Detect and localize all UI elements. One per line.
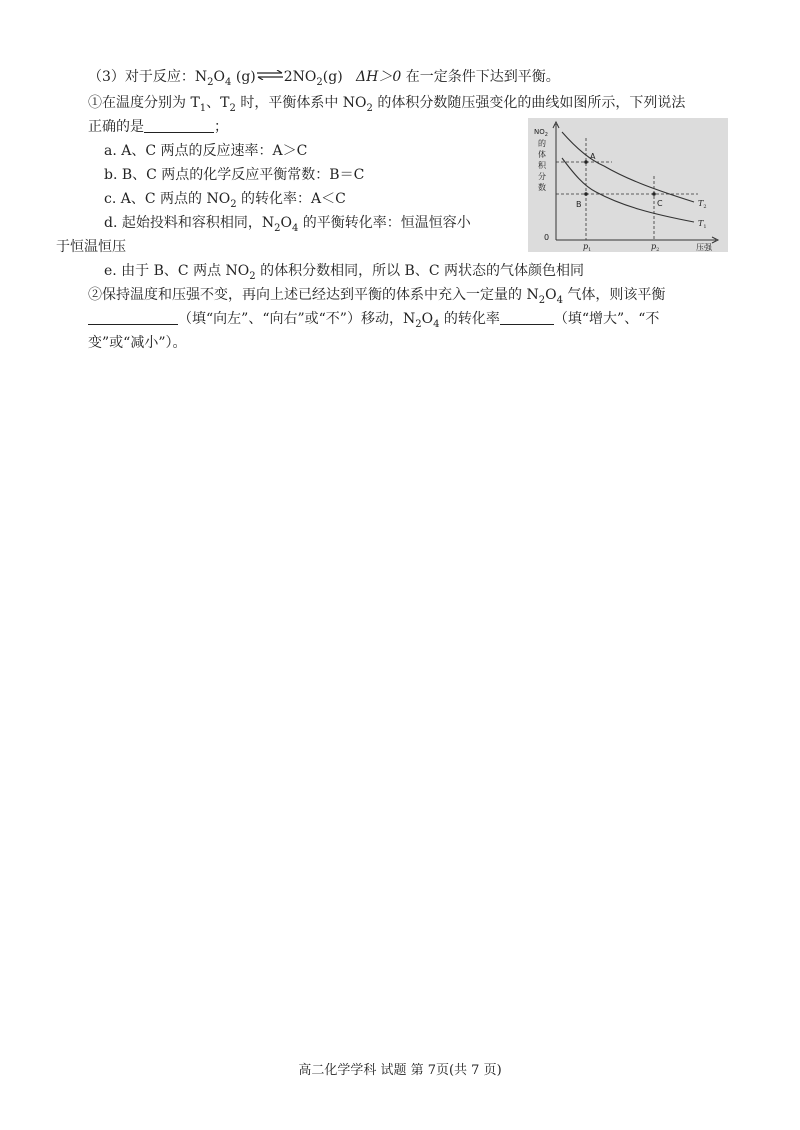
point-b-label: B [576, 200, 582, 209]
enthalpy: ΔH＞0 [356, 69, 402, 85]
ylabel-char-2: 体 [538, 150, 546, 159]
question-3-header: （3）对于反应：$N_2O_4$ (g) $2NO_2(g)$ ΔH＞0 在一定条件下达到平衡。 [88, 69, 560, 88]
point-c-label: C [657, 199, 663, 208]
p1-label: $p_1$ [583, 242, 592, 252]
curve-t1 [562, 158, 694, 222]
equilibrium-arrow-icon [256, 70, 284, 80]
sub-question-1-line1: ①在温度分别为 $T_1$、$T_2$ 时，平衡体系中 $NO_2$ 的体积分数随压强变化的曲线如图所示，下列说法 [88, 95, 686, 114]
q3-label: （3）对于反应： [88, 69, 195, 85]
sub-question-2-line3: 变”或“减小”）。 [88, 335, 187, 351]
option-b: b. B、C 两点的化学反应平衡常数：B＝C [104, 167, 365, 183]
answer-blank-1[interactable] [144, 118, 214, 133]
figure-svg [528, 118, 728, 252]
ylabel-no: $NO_2$ [534, 128, 548, 138]
point-a-label: A [590, 152, 596, 161]
point-b-marker [584, 192, 588, 196]
page-footer: 高二化学学科 试题 第 7页(共 7 页) [298, 1063, 502, 1078]
option-a: a. A、C 两点的反应速率：A＞C [104, 143, 308, 159]
ylabel-char-5: 数 [538, 183, 546, 192]
xlabel: 压强 [696, 243, 712, 252]
point-a-marker [584, 160, 588, 164]
sub-question-2-line1: ②保持温度和压强不变，再向上述已经达到平衡的体系中充入一定量的 $N_2O_4$ 气体，则该平衡 [88, 287, 666, 306]
option-d-continued: 于恒温恒压 [56, 239, 126, 255]
option-e: e. 由于 B、C 两点 $NO_2$ 的体积分数相同，所以 B、C 两状态的气体颜色相同 [104, 263, 584, 282]
origin-label: 0 [544, 233, 550, 242]
sub-question-1-line2: 正确的是 ； [88, 119, 228, 135]
t1-label: $T_1$ [698, 219, 707, 230]
point-c-marker [652, 192, 656, 196]
p2-label: $p_2$ [651, 242, 660, 252]
sub-question-2-line2: （填“向左”、“向右”或“不”）移动，$N_2O_4$ 的转化率 （填“增大”、“不 [88, 310, 659, 328]
option-c: c. A、C 两点的 $NO_2$ 的转化率：A＜C [104, 191, 346, 210]
no2-volume-fraction-figure [528, 118, 728, 252]
ylabel-char-4: 分 [538, 172, 546, 181]
answer-blank-3[interactable] [500, 310, 554, 325]
answer-blank-2[interactable] [88, 310, 178, 325]
ylabel-char-3: 积 [538, 161, 546, 170]
ylabel-char-1: 的 [538, 139, 546, 148]
curve-t2 [562, 132, 694, 202]
option-d: d. 起始投料和容积相同，$N_2O_4$ 的平衡转化率：恒温恒容小 [104, 215, 471, 234]
t2-label: $T_2$ [698, 199, 707, 210]
